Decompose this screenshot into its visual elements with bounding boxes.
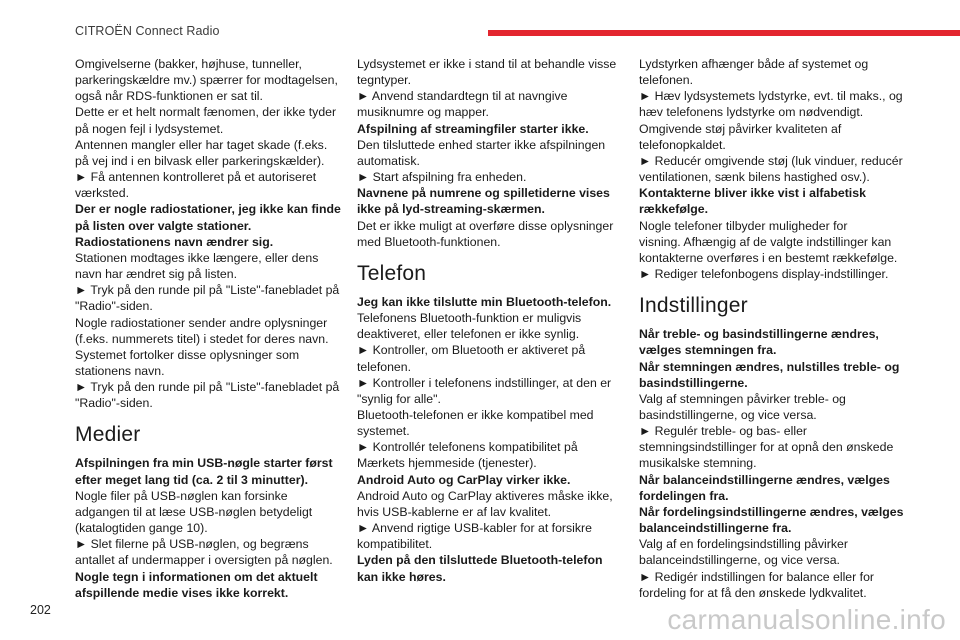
text-line: kompatibilitet.: [357, 537, 433, 552]
text-line: ► Kontroller, om Bluetooth er aktiveret på: [357, 343, 586, 358]
text-line: basindstillingerne.: [639, 375, 748, 390]
col3-question-1: [639, 185, 914, 217]
text-line: fordelingen fra.: [639, 488, 729, 503]
text-line: Kontakterne bliver ikke vist i alfabetisk: [639, 186, 866, 201]
text-line: fordeling for at få den ønskede lydkvalitet.: [639, 585, 867, 600]
text-line: Lydsystemet er ikke i stand til at behandle visse: [357, 57, 617, 71]
text-line: basindstillingerne, og vice versa.: [639, 407, 817, 422]
section-heading-telefon: Telefon: [357, 261, 427, 285]
col2-text-block-5: [357, 488, 632, 553]
col1-question-3: [75, 455, 350, 487]
text-line: ► Tryk på den runde pil på "Liste"-fanebladet på: [75, 380, 340, 395]
text-line: ikke på lyd-streaming-skærmen.: [357, 202, 545, 217]
text-line: Afspilningen fra min USB-nøgle starter først: [75, 456, 333, 471]
text-line: efter meget lang tid (ca. 2 til 3 minutter).: [75, 472, 308, 487]
text-line: deaktiveret, eller telefonen er ikke synlig.: [357, 327, 580, 342]
text-line: ► Start afspilning fra enheden.: [357, 170, 527, 185]
section-heading-medier: Medier: [75, 423, 141, 447]
text-line: telefonen.: [357, 359, 412, 374]
text-line: på vej ind i en bilvask eller parkeringskælder).: [75, 153, 325, 168]
text-line: Omgivelserne (bakker, højhuse, tunneller,: [75, 57, 302, 71]
text-line: "Radio"-siden.: [75, 299, 153, 314]
col2-text-block-1: [357, 56, 632, 121]
text-line: balanceindstillingerne, og vice versa.: [639, 553, 840, 568]
text-line: Lyden på den tilsluttede Bluetooth-telefon: [357, 553, 603, 568]
text-line: Systemet fortolker disse oplysninger som: [75, 347, 300, 362]
text-line: ► Få antennen kontrolleret på et autoriseret: [75, 170, 317, 185]
text-line: musikalske stemning.: [639, 456, 757, 471]
text-line: Valg af stemningen påvirker treble- og: [639, 391, 846, 406]
text-line: på listen over valgte stationer.: [75, 218, 252, 233]
text-line: Telefonens Bluetooth-funktion er muligvis: [357, 311, 582, 326]
text-line: ► Redigér indstillingen for balance eller for: [639, 569, 875, 584]
text-line: kontakterne overføres i en bestemt rækkefølge.: [639, 250, 898, 265]
col1-text-block-3: [75, 488, 350, 569]
text-line: "synlig for alle".: [357, 391, 441, 406]
text-line: Det er ikke muligt at overføre disse oplysninger: [357, 218, 614, 233]
text-line: Lydstyrken afhænger både af systemet og: [639, 57, 869, 71]
text-line: Nogle tegn i informationen om det aktuelt: [75, 569, 318, 584]
text-line: værksted.: [75, 186, 129, 201]
col2-text-block-2: [357, 137, 632, 185]
text-line: tegntyper.: [357, 73, 412, 88]
text-line: systemet.: [357, 424, 410, 439]
text-line: på nogen fejl i lydsystemet.: [75, 121, 224, 136]
text-line: vælges stemningen fra.: [639, 343, 777, 358]
text-line: ► Anvend rigtige USB-kabler for at forsikre: [357, 521, 592, 536]
text-line: telefonopkaldet.: [639, 137, 726, 152]
text-line: Nogle telefoner tilbyder muligheder for: [639, 218, 848, 233]
column-3: [639, 56, 914, 601]
text-line: Omgivende støj påvirker kvaliteten af: [639, 121, 842, 136]
text-line: afspillende medie vises ikke korrekt.: [75, 585, 289, 600]
text-line: stationens navn.: [75, 363, 165, 378]
text-line: kan ikke høres.: [357, 569, 446, 584]
text-line: ► Reducér omgivende støj (luk vinduer, reducér: [639, 153, 903, 168]
col3-text-block-1: [639, 56, 914, 185]
col3-question-3: [639, 359, 914, 391]
col1-question-2: Radiostationens navn ændrer sig.: [75, 234, 274, 249]
col2-question-1: Afspilning af streamingfiler starter ikke.: [357, 121, 589, 136]
text-line: Når balanceindstillingerne ændres, vælges: [639, 472, 890, 487]
text-line: Der er nogle radiostationer, jeg ikke kan finde: [75, 202, 341, 217]
text-line: Dette er et helt normalt fænomen, der ikke tyder: [75, 105, 337, 120]
text-line: Nogle radiostationer sender andre oplysninger: [75, 315, 328, 330]
text-line: også når RDS-funktionen er sat til.: [75, 89, 263, 104]
text-line: Når fordelingsindstillingerne ændres, vælges: [639, 504, 904, 519]
col3-question-5: [639, 504, 914, 536]
text-line: hæv telefonens lydstyrke om nødvendigt.: [639, 105, 864, 120]
col1-text-block-1: [75, 56, 350, 201]
header-accent-bar: [488, 30, 960, 36]
column-2: [357, 56, 632, 585]
watermark: carmanualsonline.info: [667, 604, 946, 635]
text-line: navn har ændret sig på listen.: [75, 267, 238, 282]
col3-text-block-4: [639, 536, 914, 601]
text-line: "Radio"-siden.: [75, 396, 153, 411]
text-line: musiknumre og mapper.: [357, 105, 489, 120]
text-line: visning. Afhængig af de valgte indstillinger kan: [639, 234, 892, 249]
text-line: Den tilsluttede enhed starter ikke afspilningen: [357, 137, 606, 152]
text-line: ► Kontroller i telefonens indstillinger, at den er: [357, 375, 612, 390]
text-line: automatisk.: [357, 153, 420, 168]
page-number: 202: [30, 603, 51, 617]
section-heading-indstillinger: Indstillinger: [639, 294, 748, 318]
text-line: ► Anvend standardtegn til at navngive: [357, 89, 568, 104]
col3-question-4: [639, 472, 914, 504]
text-line: parkeringskældre mv.) spærrer for modtagelsen,: [75, 73, 338, 88]
col3-text-block-2: [639, 218, 914, 283]
text-line: Valg af en fordelingsindstilling påvirker: [639, 537, 848, 552]
text-line: rækkefølge.: [639, 202, 709, 217]
column-1: [75, 56, 350, 601]
text-line: Når stemningen ændres, nulstilles treble- og: [639, 359, 900, 374]
text-line: ► Rediger telefonbogens display-indstillinger.: [639, 267, 889, 282]
text-line: telefonen.: [639, 73, 694, 88]
text-line: ► Hæv lydsystemets lydstyrke, evt. til maks., og: [639, 89, 903, 104]
text-line: balanceindstillingerne fra.: [639, 521, 792, 536]
col3-text-block-3: [639, 391, 914, 472]
text-line: Bluetooth-telefonen er ikke kompatibel med: [357, 407, 594, 422]
text-line: stemningsindstillinger for at opnå den ønskede: [639, 440, 894, 455]
text-line: ► Slet filerne på USB-nøglen, og begræns: [75, 537, 309, 552]
text-line: med Bluetooth-funktionen.: [357, 234, 501, 249]
text-line: ► Kontrollér telefonens kompatibilitet på: [357, 440, 578, 455]
text-line: (f.eks. nummerets titel) i stedet for deres navn.: [75, 331, 329, 346]
col1-question-1: [75, 201, 350, 233]
text-line: ► Tryk på den runde pil på "Liste"-fanebladet på: [75, 283, 340, 298]
text-line: Når treble- og basindstillingerne ændres,: [639, 327, 879, 342]
col2-question-4: Android Auto og CarPlay virker ikke.: [357, 472, 571, 487]
col2-text-block-4: [357, 310, 632, 472]
text-line: hvis USB-kablerne er af lav kvalitet.: [357, 504, 552, 519]
col2-question-3: Jeg kan ikke tilslutte min Bluetooth-telefon.: [357, 294, 612, 309]
text-line: (katalogtiden gange 10).: [75, 521, 208, 536]
text-line: ventilationen, sænk bilens hastighed osv.).: [639, 170, 870, 185]
col2-text-block-3: [357, 218, 632, 250]
col2-question-5: [357, 552, 632, 584]
text-line: antallet af undermapper i oversigten på nøglen.: [75, 553, 333, 568]
text-line: Antennen mangler eller har taget skade (f.eks.: [75, 137, 328, 152]
text-line: Nogle filer på USB-nøglen kan forsinke: [75, 488, 288, 503]
header-title: CITROËN Connect Radio: [75, 24, 220, 38]
text-line: adgangen til at læse USB-nøglen betydeligt: [75, 504, 313, 519]
text-line: ► Regulér treble- og bas- eller: [639, 424, 808, 439]
col1-question-4: [75, 569, 350, 601]
col1-text-block-2: [75, 250, 350, 412]
text-line: Stationen modtages ikke længere, eller dens: [75, 250, 319, 265]
text-line: Mærkets hjemmeside (tjenester).: [357, 456, 537, 471]
col2-question-2: [357, 185, 632, 217]
text-line: Android Auto og CarPlay aktiveres måske ikke,: [357, 488, 613, 503]
col3-question-2: [639, 326, 914, 358]
text-line: Navnene på numrene og spilletiderne vises: [357, 186, 610, 201]
